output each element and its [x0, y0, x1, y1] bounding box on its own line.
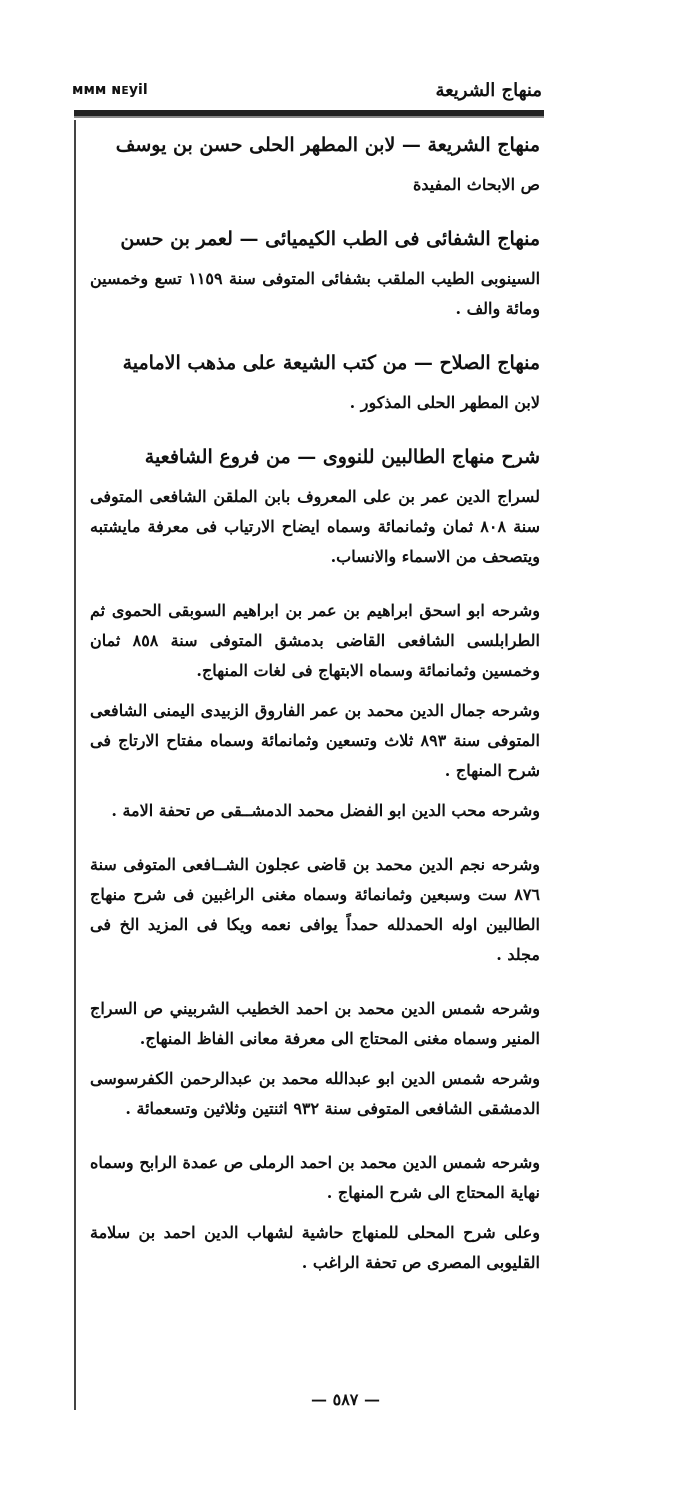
commentary-block: [90, 994, 540, 1124]
entry-title: منهاج الشفائى فى الطب الكيميائى — لعمر بن حسن: [120, 228, 540, 250]
entry: [90, 224, 540, 324]
page-body: [90, 130, 540, 1302]
commentary-block: [90, 850, 540, 970]
entry-title: منهاج الصلاح — من كتب الشيعة على مذهب الامامية: [122, 352, 540, 374]
header-title: منهاج الشريعة: [435, 80, 542, 101]
commentary-paragraph: وشرحه محب الدين ابو الفضل محمد الدمشــقى ص تحفة الامة .: [111, 801, 540, 820]
commentary-paragraph: وشرحه ابو اسحق ابراهيم بن عمر بن ابراهيم السوبقى الحموى ثم الطرابلسى الشافعى القاضى بدمشق المتوفى سنة ٨٥٨ ثمان وخمسين وثمانمائة وسماه الابتهاج فى لغات المنهاج.: [90, 601, 540, 680]
commentary-paragraph: وشرحه شمس الدين ابو عبدالله محمد بن عبدالرحمن الكفرسوسى الدمشقى الشافعى المتوفى سنة ٩٣٢ اثنتين وثلاثين وتسعمائة .: [90, 1069, 540, 1118]
entry: [90, 130, 540, 200]
commentary-paragraph: وعلى شرح المحلى للمنهاج حاشية لشهاب الدين احمد بن سلامة القليوبى المصرى ص تحفة الراغب .: [90, 1223, 540, 1272]
commentary-paragraph: وشرحه نجم الدين محمد بن قاضى عجلون الشــافعى المتوفى سنة ٨٧٦ ست وسبعين وثمانمائة وسماه مغنى الراغبين فى شرح منهاج الطالبين اوله الحمدلله حمداً يوافى نعمه ويكا فى المزيد الخ فى مجلد .: [90, 855, 541, 964]
entry-text: لسراج الدين عمر بن على المعروف بابن الملقن الشافعى المتوفى سنة ٨٠٨ ثمان وثمانمائة وسماه ايضاح الارتياب فى معرفة مايشتبه ويتصحف من الاسماء والانساب.: [90, 487, 541, 566]
running-header: [72, 82, 542, 108]
header-left-text: ᴍᴍᴍ ɴᴇyil: [72, 82, 148, 98]
header-rule: [74, 110, 544, 118]
commentary-block: [90, 596, 540, 826]
commentary-paragraph: وشرحه شمس الدين محمد بن احمد الرملى ص عمدة الرابح وسماه نهاية المحتاج الى شرح المنهاج .: [90, 1153, 540, 1202]
entry-text: السينوبى الطيب الملقب بشفائى المتوفى سنة ١١٥٩ تسع وخمسين ومائة والف .: [90, 269, 541, 318]
entry: [90, 348, 540, 418]
page-margin-line: [74, 120, 76, 1410]
entry-text: ص الابحاث المفيدة: [412, 175, 540, 194]
entry-text: لابن المطهر الحلى المذكور .: [349, 393, 540, 412]
entry-title: شرح منهاج الطالبين للنووى — من فروع الشافعية: [144, 446, 540, 468]
entry: [90, 442, 540, 572]
entry-title: منهاج الشريعة — لابن المطهر الحلى حسن بن يوسف: [115, 134, 540, 156]
page-number: — ٥٨٧ —: [311, 1390, 380, 1409]
commentary-paragraph: وشرحه شمس الدين محمد بن احمد الخطيب الشربيني ص السراج المنير وسماه مغنى المحتاج الى معرفة معانى الفاظ المنهاج.: [90, 999, 540, 1048]
commentary-block: [90, 1148, 540, 1278]
commentary-paragraph: وشرحه جمال الدين محمد بن عمر الفاروق الزبيدى اليمنى الشافعى المتوفى سنة ٨٩٣ ثلاث وتسعين وثمانمائة وسماه مفتاح الارتاج فى شرح المنهاج .: [90, 701, 541, 780]
